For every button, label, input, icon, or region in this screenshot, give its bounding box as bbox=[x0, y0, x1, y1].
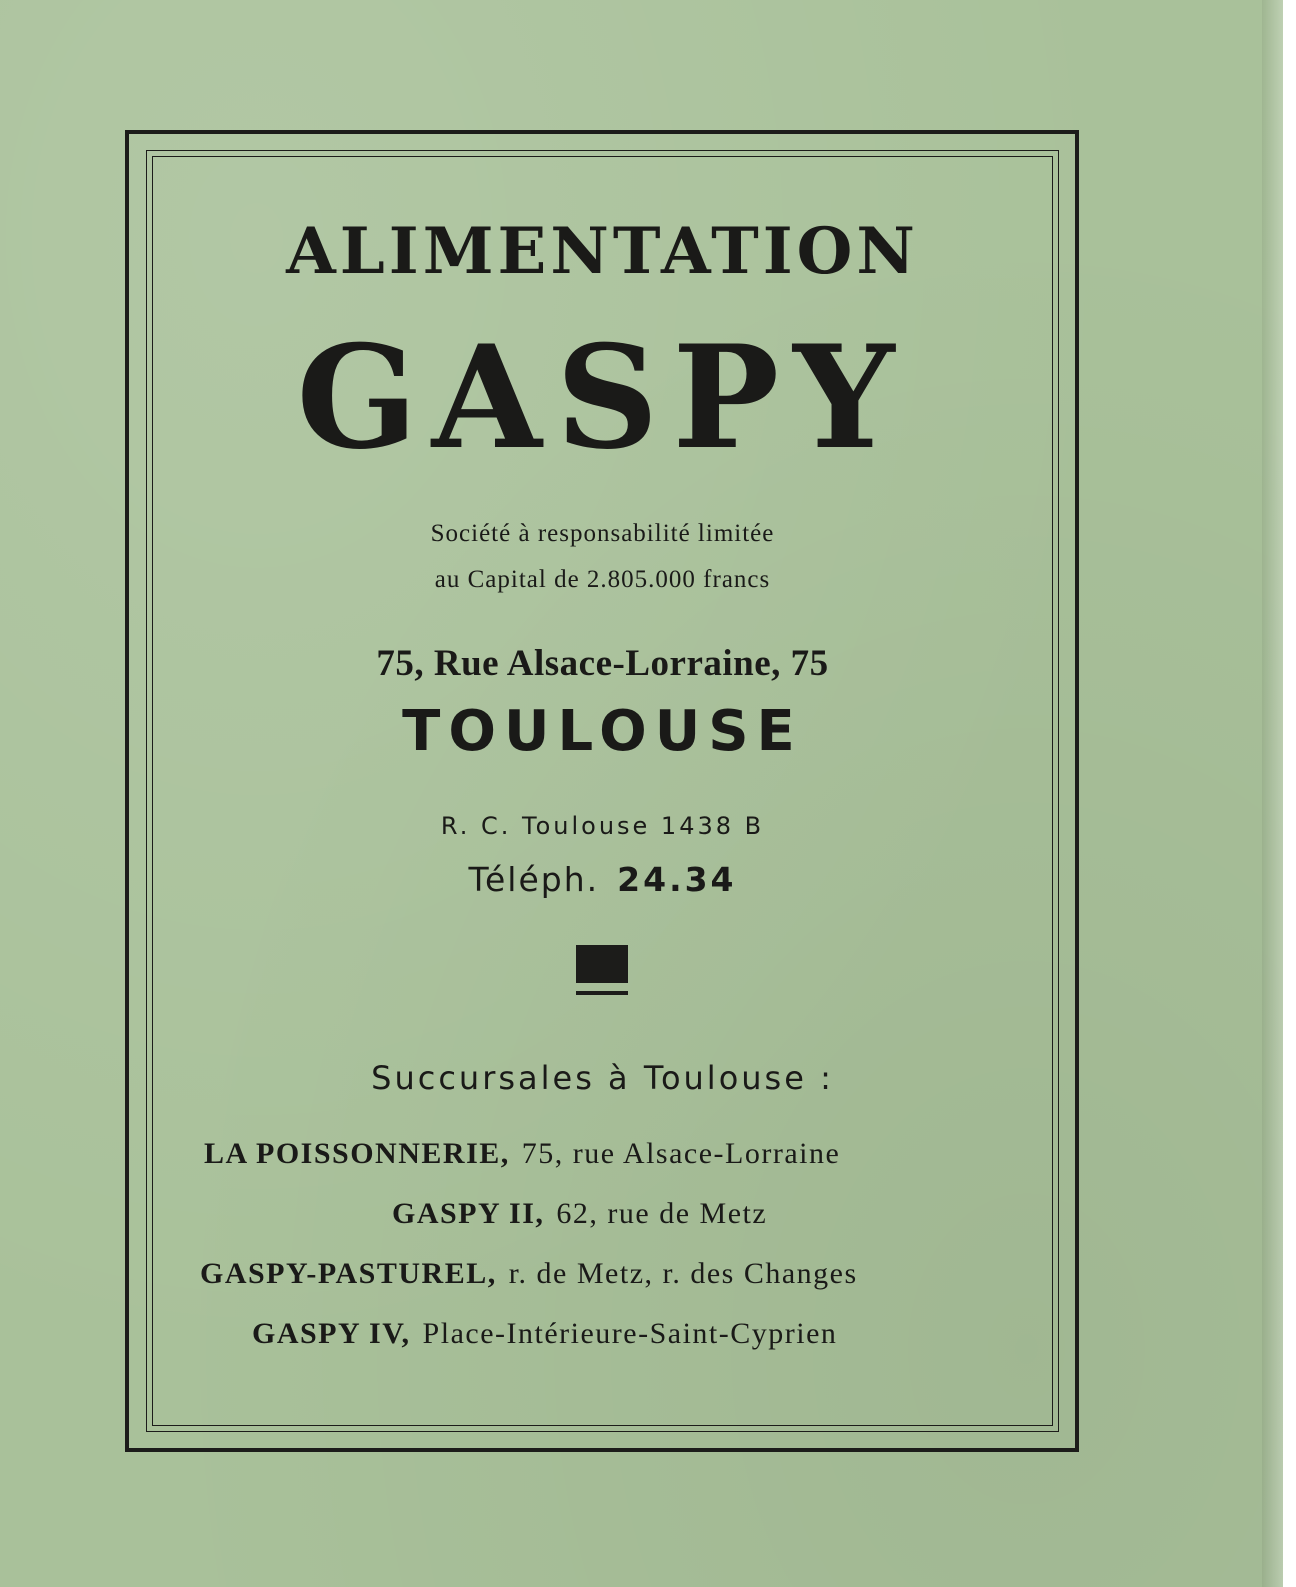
company-type: Société à responsabilité limitée bbox=[430, 520, 775, 547]
phone-label: Téléph. bbox=[468, 860, 600, 899]
page-edge bbox=[1262, 0, 1283, 1587]
branch-item bbox=[392, 1194, 767, 1234]
phone-line bbox=[152, 858, 1053, 902]
registry-number: R. C. Toulouse 1438 B bbox=[440, 812, 765, 840]
title-alimentation: ALIMENTATION bbox=[286, 214, 919, 289]
street-address: 75, Rue Alsace-Lorraine, 75 bbox=[376, 643, 829, 684]
branch-name: GASPY-PASTUREL, bbox=[200, 1257, 497, 1290]
city-name: TOULOUSE bbox=[402, 699, 803, 764]
title-gaspy: GASPY bbox=[296, 315, 909, 481]
phone-number: 24.34 bbox=[617, 860, 737, 899]
branch-item bbox=[252, 1314, 837, 1354]
branch-detail: 62, rue de Metz bbox=[556, 1197, 768, 1230]
branch-item bbox=[200, 1254, 858, 1294]
branches-heading: Succursales à Toulouse : bbox=[371, 1059, 834, 1097]
company-capital: au Capital de 2.805.000 francs bbox=[434, 566, 771, 593]
branch-name: GASPY IV, bbox=[252, 1317, 411, 1350]
branch-detail: r. de Metz, r. des Changes bbox=[508, 1257, 858, 1290]
bar-ornament bbox=[576, 991, 628, 995]
branch-detail: 75, rue Alsace-Lorraine bbox=[521, 1137, 841, 1170]
branch-name: LA POISSONNERIE, bbox=[204, 1137, 510, 1170]
square-ornament bbox=[576, 945, 628, 983]
branch-detail: Place-Intérieure-Saint-Cyprien bbox=[422, 1317, 838, 1350]
branch-name: GASPY II, bbox=[392, 1197, 545, 1230]
branch-item bbox=[204, 1134, 840, 1174]
